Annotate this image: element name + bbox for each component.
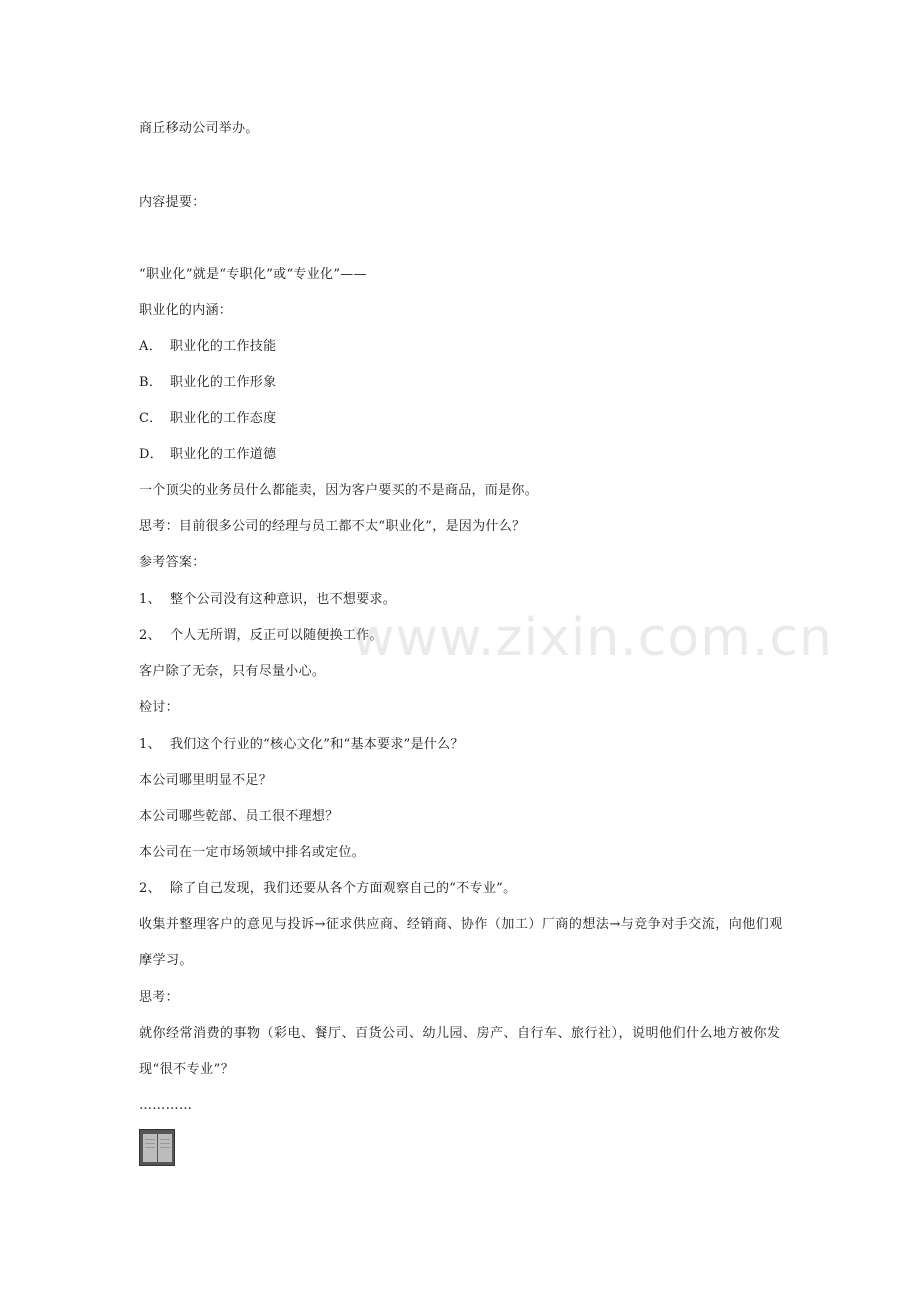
list-item-text: 职业化的工作道德 bbox=[170, 447, 277, 462]
list-item-label: C． bbox=[139, 411, 163, 426]
text-line: 思考： bbox=[139, 990, 179, 1005]
review-label: 1、 bbox=[139, 737, 161, 752]
list-item bbox=[139, 375, 276, 391]
review-text: 我们这个行业的“核心文化”和“基本要求”是什么？ bbox=[170, 737, 464, 752]
list-item-text: 职业化的工作形象 bbox=[170, 375, 277, 390]
answer-item bbox=[139, 628, 383, 644]
text-line: 本公司在一定市场领域中排名或定位。 bbox=[139, 845, 366, 860]
answer-item bbox=[139, 592, 396, 608]
text-line: 本公司哪里明显不足？ bbox=[139, 773, 273, 788]
text-line: 一个顶尖的业务员什么都能卖，因为客户要买的不是商品，而是你。 bbox=[139, 483, 539, 498]
ellipsis: ………… bbox=[139, 1098, 193, 1113]
list-item-text: 职业化的工作技能 bbox=[170, 339, 277, 354]
list-item bbox=[139, 447, 276, 463]
review-label: 2、 bbox=[139, 881, 161, 896]
list-item bbox=[139, 411, 276, 427]
text-line: 思考：目前很多公司的经理与员工都不太“职业化”，是因为什么？ bbox=[139, 519, 526, 534]
answer-text: 个人无所谓，反正可以随便换工作。 bbox=[170, 628, 383, 643]
text-line: 本公司哪些乾部、员工很不理想？ bbox=[139, 809, 339, 824]
text-line: 商丘移动公司举办。 bbox=[139, 121, 259, 136]
answer-label: 1、 bbox=[139, 592, 161, 607]
list-item-text: 职业化的工作态度 bbox=[170, 411, 277, 426]
section-heading: 内容提要： bbox=[139, 195, 206, 210]
list-item-label: B． bbox=[139, 375, 163, 390]
list-item-label: D． bbox=[139, 447, 164, 462]
answer-label: 2、 bbox=[139, 628, 161, 643]
answer-text: 整个公司没有这种意识，也不想要求。 bbox=[170, 592, 397, 607]
text-line: 检讨： bbox=[139, 700, 179, 715]
list-item-label: A． bbox=[139, 339, 162, 354]
watermark: www.zixin.com.cn bbox=[352, 608, 833, 668]
document-thumbnail-image bbox=[139, 1129, 175, 1166]
text-line: 职业化的内涵： bbox=[139, 303, 233, 318]
review-item bbox=[139, 881, 516, 897]
paragraph: 就你经常消费的事物（彩电、餐厅、百货公司、幼儿园、房产、自行车、旅行社），说明他们什么地方被你发现“很不专业”？ bbox=[139, 1026, 781, 1077]
list-item bbox=[139, 339, 276, 355]
text-line: 参考答案： bbox=[139, 555, 206, 570]
review-item bbox=[139, 737, 464, 753]
text-line: 客户除了无奈，只有尽量小心。 bbox=[139, 664, 326, 679]
text-line: “职业化”就是“专职化”或“专业化”—— bbox=[139, 267, 367, 282]
paragraph: 收集并整理客户的意见与投诉→征求供应商、经销商、协作（加工）厂商的想法→与竞争对手交流，向他们观摩学习。 bbox=[139, 917, 783, 968]
review-text: 除了自己发现，我们还要从各个方面观察自己的“不专业”。 bbox=[170, 881, 517, 896]
